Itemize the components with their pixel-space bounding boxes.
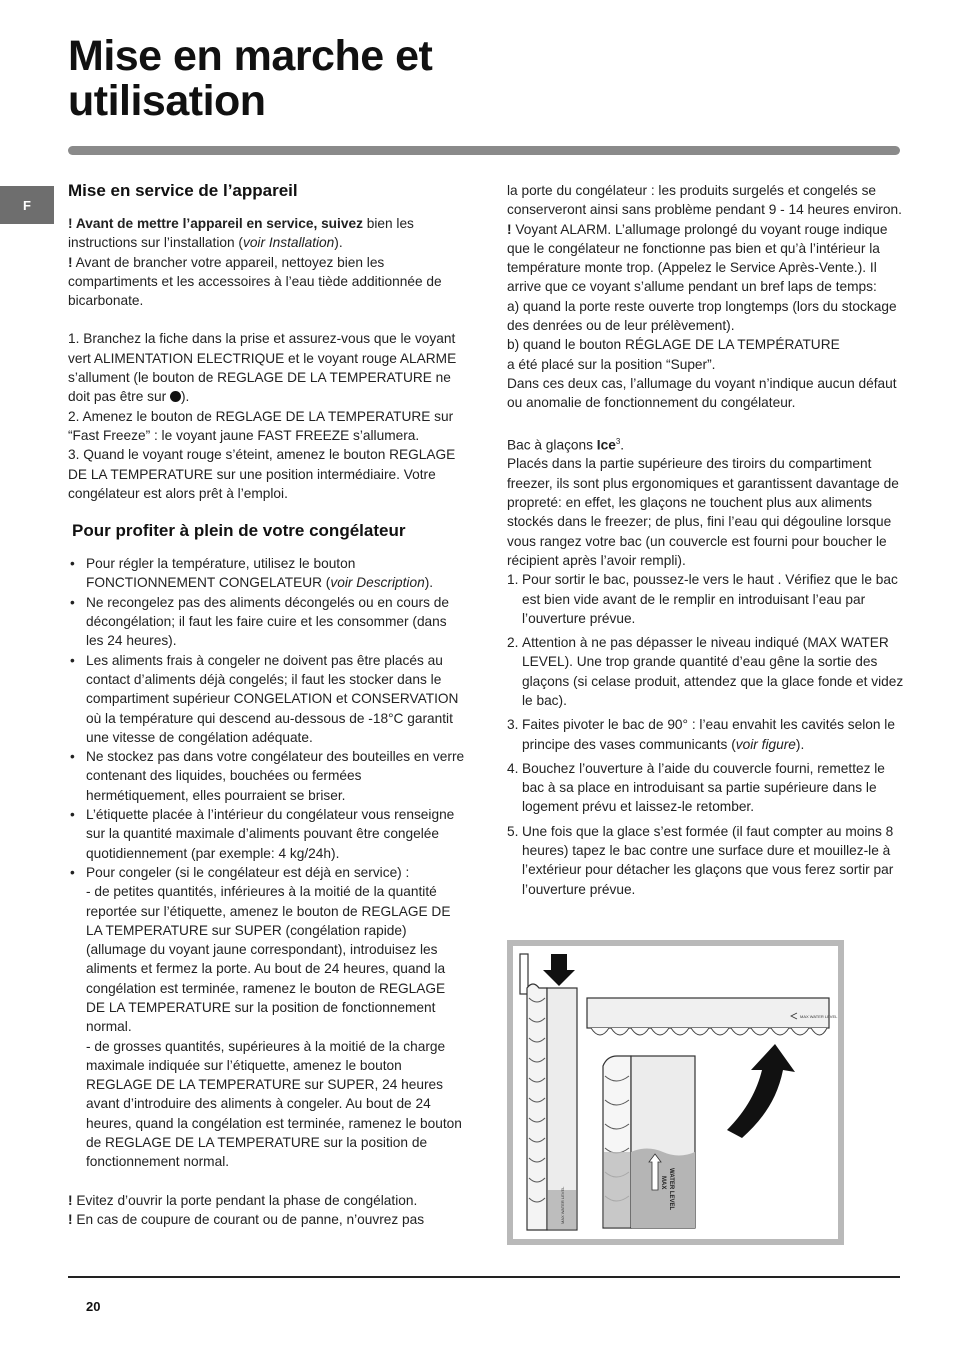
warning-door <box>68 1191 466 1210</box>
alarm-warning <box>507 220 907 297</box>
continued-text: la porte du congélateur : les produits surgelés et congelés se conserveront ainsi sans problème pendant 9 - 14 heures environ. <box>507 183 902 218</box>
ice-tray-intro: Placés dans la partie supérieure des tiroirs du compartiment freezer, ils sont plus ergonomiques et garantissent davantage de propreté: en effet, les glaçons ne touchent plus aux aliments stockés dans le freezer; de plus, fini l’eau qui dégouline lorsque vous rangez votre bac (un couvercle est fourni pour boucher le récipient après l’avoir rempli). <box>507 456 899 568</box>
warning-install-text: bien les instructions sur l’installation ( <box>68 216 414 251</box>
alarm-conclusion: Dans ces deux cas, l’allumage du voyant n’indique aucun défaut ou anomalie de fonctionnement du congélateur. <box>507 375 897 411</box>
alarm-mark: ! <box>507 221 512 237</box>
ice-tray-heading <box>507 432 907 455</box>
warning-clean <box>68 253 466 311</box>
step-number: 2. <box>507 635 519 651</box>
page-title-line-2: utilisation <box>68 77 266 125</box>
off-position-dot-icon <box>170 391 181 402</box>
ice-tray-dot: . <box>620 437 625 453</box>
list-item <box>507 633 907 710</box>
warning-power-text: En cas de coupure de courant ou de panne, n’ouvrez pas <box>72 1211 425 1227</box>
horizontal-level-label: MAX WATER LEVEL <box>800 1014 838 1019</box>
step-text: Une fois que la glace s’est formée (il faut compter au moins 8 heures) tapez le bac contre une surface dure et mouillez-le à l’extérieur pour détacher les glaçons que vous ferez sortir par l’ouverture prévue. <box>522 823 894 897</box>
section-heading-setup: Mise en service de l’appareil <box>68 181 298 200</box>
alarm-case-a: a) quand la porte reste ouverte trop longtemps (lors du stockage des denrées ou de leur prélèvement). <box>507 298 897 334</box>
warning-clean-mark: ! <box>68 254 73 270</box>
tip-1-text: Pour régler la température, utilisez le bouton FONCTIONNEMENT CONGELATEUR ( <box>86 556 356 591</box>
step-number: 1. <box>507 572 519 588</box>
warning-door-mark: ! <box>68 1192 73 1208</box>
setup-step-1-text: 1. Branchez la fiche dans la prise et assurez-vous que le voyant vert ALIMENTATION ELECTRIQUE et le voyant rouge ALARME s’allument (le bouton de REGLAGE DE LA TEMPERATURE ne doit pas être sur <box>68 331 457 405</box>
step-number: 5. <box>507 823 519 839</box>
title-divider <box>68 146 900 155</box>
step-text: Attention à ne pas dépasser le niveau indiqué (MAX WATER LEVEL). Une trop grande quantité d’eau gêne la sortie des glaçons (si celase produit, attendez que la glace fonde et videz le bac). <box>522 635 904 708</box>
tip-6-intro: • Pour congeler (si le congélateur est déjà en service) : <box>86 864 410 880</box>
alarm-text: Voyant ALARM. L’allumage prolongé du voyant rouge indique que le congélateur ne fonctionne pas bien et qu’à l’intérieur la température monte trop. (Appelez le Service Après-Vente.). Il arrive que ce voyant s’allume pendant un bref laps de temps: <box>507 221 888 295</box>
list-item: • Ne recongelez pas des aliments décongelés ou en cours de décongélation; il faut les faire cuire et les consommer (dans les 24 heures). <box>68 593 466 651</box>
warning-install-end: ). <box>334 235 343 251</box>
list-item <box>68 554 466 593</box>
ice-tray-sup: 3 <box>615 436 621 446</box>
warning-door-text: Evitez d’ouvrir la porte pendant la phase de congélation. <box>72 1192 418 1208</box>
list-item <box>68 863 466 1172</box>
step-text: Bouchez l’ouverture à l’aide du couvercle fourni, remettez le bac à sa place en introduisant sa partie supérieure dans le logement prévu et laissez-le retomber. <box>522 760 885 815</box>
tip-1-ref: voir Description <box>330 575 425 591</box>
step-text: Pour sortir le bac, poussez-le vers le haut . Vérifiez que le bac est bien vide avant de le remplir en introduisant l’eau par l’ouverture prévue. <box>522 572 898 626</box>
step-end: ). <box>795 736 805 752</box>
step-ref: voir figure <box>735 736 796 752</box>
list-item <box>507 715 907 754</box>
setup-step-1-end: ). <box>180 389 190 405</box>
page-title-line-1: Mise en marche et <box>68 32 433 80</box>
setup-step-1 <box>68 329 466 406</box>
setup-step-3: 3. Quand le voyant rouge s’éteint, amenez le bouton REGLAGE DE LA TEMPERATURE sur une position intermédiaire. Votre congélateur est alors prêt à l’emploi. <box>68 447 456 501</box>
usage-tips-list <box>68 554 466 1172</box>
ice-tray-illustration <box>507 940 844 1245</box>
list-item: • L’étiquette placée à l’intérieur du congélateur vous renseigne sur la quantité maximale d’aliments pouvant être congelée quotidiennement (par exemple: 4 kg/24h). <box>68 805 466 863</box>
warning-install-bold: ! Avant de mettre l’appareil en service, suivez <box>68 216 363 231</box>
water-level-label: WATER LEVEL <box>668 1168 674 1211</box>
ice-tray-figure <box>507 940 844 1245</box>
list-item: • Ne stockez pas dans votre congélateur des bouteilles en verre contenant des liquides, bouchées ou fermées hermétiquement, elles pourraient se briser. <box>68 747 466 805</box>
page-number: 20 <box>86 1299 101 1314</box>
step-text: Faites pivoter le bac de 90° : l’eau envahit les cavités selon le principe des vases communicants ( <box>522 717 895 752</box>
step-number: 3. <box>507 717 519 733</box>
section-heading-usage: Pour profiter à plein de votre congélateur <box>72 521 406 541</box>
small-level-label: MAX WATER LEVEL <box>560 1186 565 1224</box>
warning-install-ref: voir Installation <box>242 235 335 251</box>
ice-tray-label: Bac à glaçons <box>507 437 597 453</box>
tip-6-large-quantities: - de grosses quantités, supérieures à la moitié de la charge maximale indiquée sur l’étiquette, amenez le bouton REGLAGE DE LA TEMPERATURE sur SUPER, 24 heures avant d’introduire des aliments à congeler. Au bout de 24 heures, quand la congélation est terminée, ramenez le bouton de REGLAGE DE LA TEMPERATURE sur la position de fonctionnement normal. <box>86 1038 462 1170</box>
alarm-case-b-cont: a été placé sur la position “Super”. <box>507 356 716 372</box>
right-column <box>507 181 907 904</box>
left-column <box>68 180 466 1229</box>
footer-divider <box>68 1276 900 1278</box>
tip-1-end: ). <box>424 575 434 591</box>
tip-6-small-quantities: - de petites quantités, inférieures à la moitié de la quantité reportée sur l’étiquette, amenez le bouton de REGLAGE DE LA TEMPERATURE sur SUPER (congélation rapide) (allumage du voyant jaune correspondant), introduisez les aliments et fermez la porte. Au bout de 24 heures, quand la congélation est terminée, ramenez le bouton de REGLAGE DE LA TEMPERATURE sur la position de fonctionnement normal. <box>86 884 451 1035</box>
list-item <box>507 822 907 899</box>
list-item: • Les aliments frais à congeler ne doivent pas être placés au contact d’aliments déjà congelés; il faut les stocker dans le compartiment supérieur CONGELATION et CONSERVATION où la température qui descend au-dessous de -18°C garantit une vitesse de congélation adéquate. <box>68 651 466 747</box>
warning-power-mark: ! <box>68 1211 73 1227</box>
max-label: MAX <box>660 1176 666 1190</box>
language-tab: F <box>0 186 54 224</box>
step-number: 4. <box>507 760 519 776</box>
warning-power <box>68 1210 466 1229</box>
list-item <box>507 570 907 628</box>
list-item <box>507 759 907 817</box>
setup-step-2: 2. Amenez le bouton de REGLAGE DE LA TEMPERATURE sur “Fast Freeze” : le voyant jaune FAST FREEZE s’allumera. <box>68 408 454 443</box>
warning-install <box>68 214 466 253</box>
tray-horizontal <box>587 998 829 1028</box>
ice-tray-steps <box>507 570 907 899</box>
ice-tray-brand: Ice <box>596 437 616 453</box>
alarm-case-b: b) quand le bouton RÉGLAGE DE LA TEMPÉRATURE <box>507 337 840 353</box>
page-title <box>68 34 432 124</box>
warning-clean-text: Avant de brancher votre appareil, nettoyez bien les compartiments et les accessoires à l’eau tiède additionnée de bicarbonate. <box>68 254 442 309</box>
